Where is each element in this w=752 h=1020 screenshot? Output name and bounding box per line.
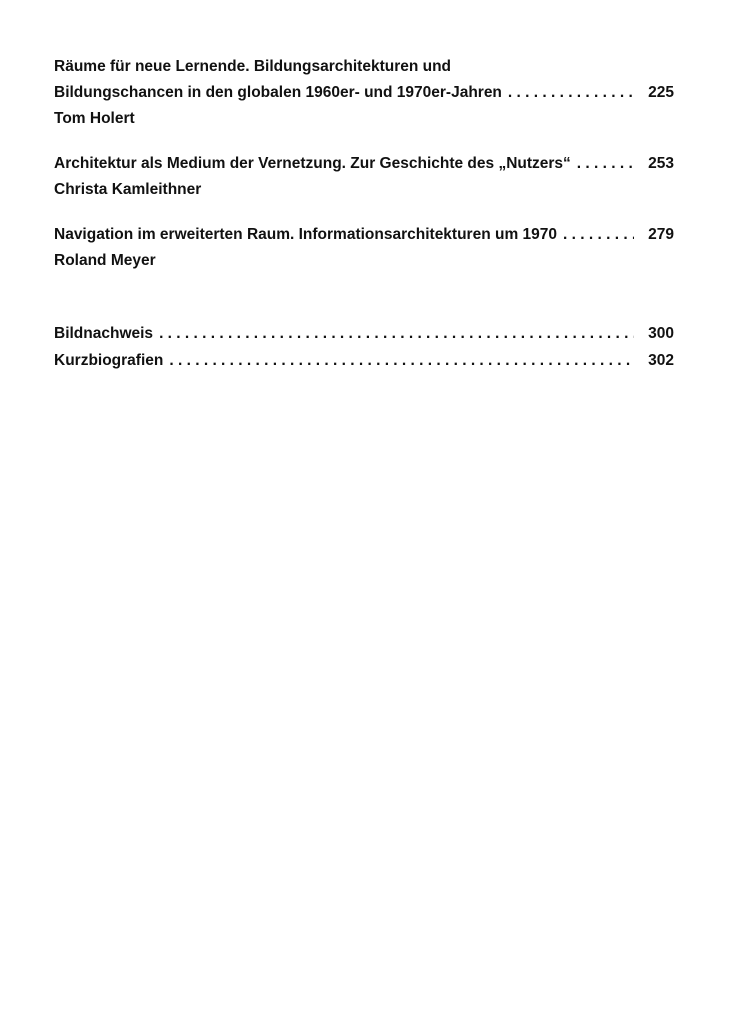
dot-leader: [563, 222, 634, 248]
entry-author: Roland Meyer: [54, 252, 156, 269]
appendix-title: Bildnachweis: [54, 325, 154, 342]
appendix-entry: [54, 347, 674, 374]
page-number: 300: [648, 325, 674, 342]
toc-entry: [54, 151, 674, 203]
dot-leader: [159, 320, 634, 347]
table-of-contents: [54, 54, 674, 374]
entry-title-text: Bildungschancen in den globalen 1960er- und 1970er-Jahren: [54, 84, 502, 101]
appendix-entry: [54, 320, 674, 347]
entry-title-line: Räume für neue Lernende. Bildungsarchitekturen und: [54, 58, 452, 75]
dot-leader: [577, 151, 634, 177]
dot-leader: [508, 80, 634, 106]
toc-entry: [54, 54, 674, 132]
entry-title-line-with-page: [54, 80, 674, 106]
page-number: 225: [648, 84, 674, 101]
entry-author: Tom Holert: [54, 110, 135, 127]
toc-entry: [54, 222, 674, 274]
entry-title-line-with-page: [54, 151, 674, 177]
dot-leader: [169, 347, 634, 374]
page-number: 279: [648, 226, 674, 243]
entry-author: Christa Kamleithner: [54, 181, 202, 198]
entry-title-text: Navigation im erweiterten Raum. Informationsarchitekturen um 1970: [54, 226, 558, 243]
entry-title-line-with-page: [54, 222, 674, 248]
entry-title-text: Architektur als Medium der Vernetzung. Zur Geschichte des „Nutzers“: [54, 155, 571, 172]
page-number: 253: [648, 155, 674, 172]
appendix-title: Kurzbiografien: [54, 352, 164, 369]
page-number: 302: [648, 352, 674, 369]
appendix-section: [54, 320, 674, 374]
